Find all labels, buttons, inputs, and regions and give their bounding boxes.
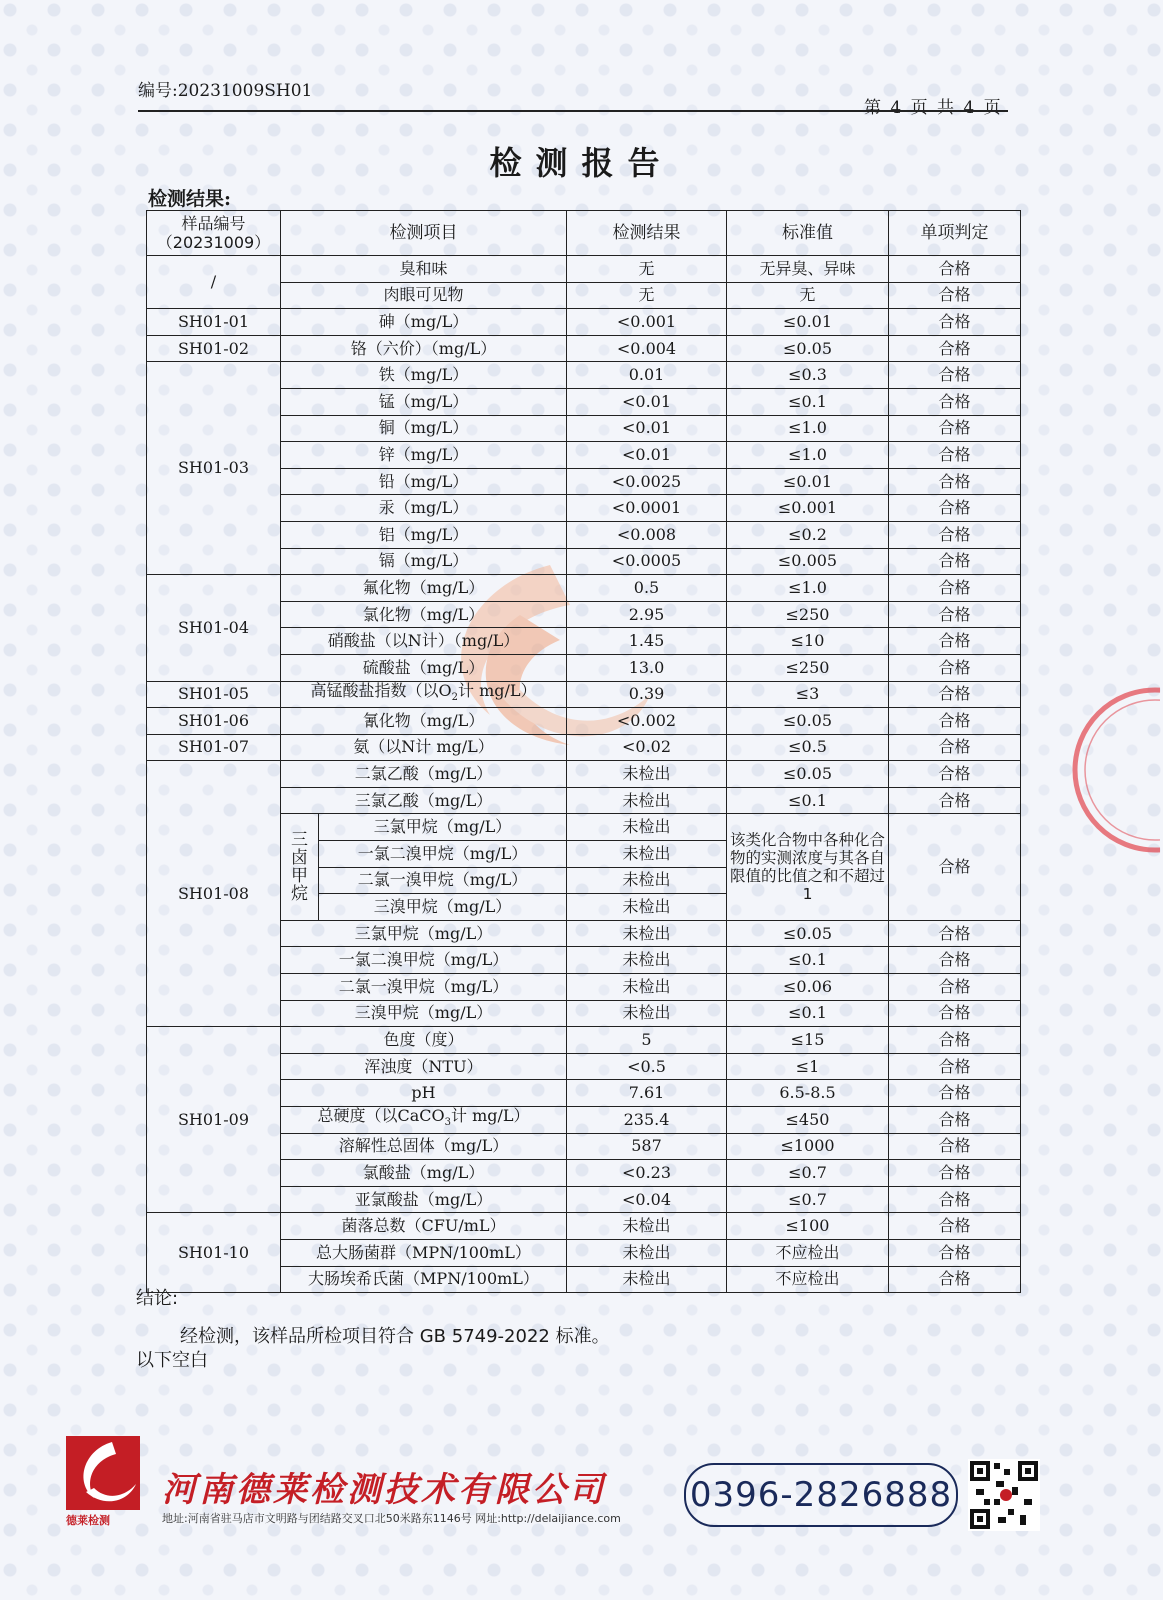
judgment: 合格: [889, 362, 1021, 389]
judgment: 合格: [889, 761, 1021, 788]
test-item: 一氯二溴甲烷（mg/L）: [281, 947, 567, 974]
test-item: 铬（六价）（mg/L）: [281, 335, 567, 362]
test-result: 0.39: [567, 681, 727, 708]
judgment: 合格: [889, 654, 1021, 681]
standard-value: ≤1: [727, 1053, 889, 1080]
header-sample-no: 样品编号 （20231009）: [147, 211, 281, 256]
judgment: 合格: [889, 1266, 1021, 1293]
test-result: 5: [567, 1027, 727, 1054]
results-label: 检测结果:: [148, 188, 232, 210]
standard-value: ≤0.1: [727, 1000, 889, 1027]
sample-id: /: [147, 256, 281, 309]
table-row: [147, 681, 1021, 708]
test-item: 汞（mg/L）: [281, 495, 567, 522]
test-result: <0.01: [567, 388, 727, 415]
test-item: 总大肠菌群（MPN/100mL）: [281, 1239, 567, 1266]
footer-logo-text: 德莱检测: [66, 1514, 110, 1527]
standard-value: 无异臭、异味: [727, 256, 889, 283]
table-row: [147, 761, 1021, 788]
judgment: 合格: [889, 575, 1021, 602]
test-item: 锰（mg/L）: [281, 388, 567, 415]
table-row: [147, 1027, 1021, 1054]
test-item: 铜（mg/L）: [281, 415, 567, 442]
standard-value: ≤0.06: [727, 974, 889, 1001]
standard-value: ≤250: [727, 654, 889, 681]
test-item: 氯酸盐（mg/L）: [281, 1160, 567, 1187]
test-result: <0.23: [567, 1160, 727, 1187]
table-row: [147, 335, 1021, 362]
test-result: 未检出: [567, 920, 727, 947]
judgment: 合格: [889, 388, 1021, 415]
test-result: 无: [567, 282, 727, 309]
test-item: 臭和味: [281, 256, 567, 283]
standard-value: ≤0.1: [727, 388, 889, 415]
test-item: 铅（mg/L）: [281, 468, 567, 495]
test-result: <0.01: [567, 415, 727, 442]
sample-id: SH01-04: [147, 575, 281, 681]
sample-id: SH01-09: [147, 1027, 281, 1213]
table-row: [147, 575, 1021, 602]
judgment: 合格: [889, 468, 1021, 495]
sample-id: SH01-08: [147, 761, 281, 1027]
judgment: 合格: [889, 1160, 1021, 1187]
standard-value: ≤0.05: [727, 920, 889, 947]
judgment: 合格: [889, 1239, 1021, 1266]
test-item: 菌落总数（CFU/mL）: [281, 1213, 567, 1240]
test-result: 587: [567, 1133, 727, 1160]
standard-value: ≤0.001: [727, 495, 889, 522]
test-item: 溶解性总固体（mg/L）: [281, 1133, 567, 1160]
header-judgment: 单项判定: [889, 211, 1021, 256]
test-result: 未检出: [567, 814, 727, 841]
table-row: [147, 1213, 1021, 1240]
test-result: <0.008: [567, 521, 727, 548]
table-row: [147, 734, 1021, 761]
judgment: 合格: [889, 415, 1021, 442]
standard-value: ≤1000: [727, 1133, 889, 1160]
test-result: 0.5: [567, 575, 727, 602]
test-item: 三溴甲烷（mg/L）: [319, 894, 567, 921]
test-item: 硝酸盐（以N计）（mg/L）: [281, 628, 567, 655]
test-result: 未检出: [567, 894, 727, 921]
test-result: 1.45: [567, 628, 727, 655]
test-item: 三氯甲烷（mg/L）: [281, 920, 567, 947]
test-result: 未检出: [567, 1266, 727, 1293]
standard-value: ≤0.005: [727, 548, 889, 575]
standard-value: ≤0.1: [727, 787, 889, 814]
test-item: 镉（mg/L）: [281, 548, 567, 575]
standard-value: 无: [727, 282, 889, 309]
judgment: 合格: [889, 521, 1021, 548]
standard-value: ≤0.3: [727, 362, 889, 389]
judgment: 合格: [889, 335, 1021, 362]
judgment: 合格: [889, 601, 1021, 628]
sample-id: SH01-03: [147, 362, 281, 575]
standard-value: 不应检出: [727, 1266, 889, 1293]
standard-value: ≤1.0: [727, 442, 889, 469]
test-result: <0.0025: [567, 468, 727, 495]
company-name: 河南德莱检测技术有限公司: [162, 1470, 606, 1510]
standard-value: ≤0.01: [727, 309, 889, 336]
header-divider: [138, 110, 1008, 112]
test-item: 高锰酸盐指数（以$O_2$计 mg/L）: [281, 681, 567, 708]
judgment: 合格: [889, 628, 1021, 655]
test-item: 铝（mg/L）: [281, 521, 567, 548]
test-item: 三溴甲烷（mg/L）: [281, 1000, 567, 1027]
trihalomethane-group-label: 三 卤 甲 烷: [281, 814, 319, 920]
standard-value: ≤0.01: [727, 468, 889, 495]
table-row: [147, 362, 1021, 389]
standard-value: ≤0.7: [727, 1186, 889, 1213]
sample-id: SH01-07: [147, 734, 281, 761]
standard-value: 6.5-8.5: [727, 1080, 889, 1107]
sample-id: SH01-10: [147, 1213, 281, 1293]
test-item: 二氯一溴甲烷（mg/L）: [281, 974, 567, 1001]
test-result: 未检出: [567, 947, 727, 974]
judgment: 合格: [889, 1133, 1021, 1160]
judgment: 合格: [889, 442, 1021, 469]
standard-value: ≤1.0: [727, 415, 889, 442]
test-item: 氯化物（mg/L）: [281, 601, 567, 628]
judgment: 合格: [889, 1213, 1021, 1240]
test-result: 未检出: [567, 761, 727, 788]
test-item: 大肠埃希氏菌（MPN/100mL）: [281, 1266, 567, 1293]
test-result: 235.4: [567, 1107, 727, 1134]
test-result: <0.01: [567, 442, 727, 469]
page-indicator: 第 4 页 共 4 页: [864, 98, 1003, 118]
results-table: [146, 210, 1021, 1293]
judgment: 合格: [889, 1186, 1021, 1213]
test-result: 未检出: [567, 787, 727, 814]
test-result: 未检出: [567, 841, 727, 868]
test-result: 未检出: [567, 974, 727, 1001]
report-number: 编号:20231009SH01: [138, 81, 313, 101]
standard-value: ≤0.05: [727, 708, 889, 735]
header-test-item: 检测项目: [281, 211, 567, 256]
table-row: [147, 309, 1021, 336]
test-item: 铁（mg/L）: [281, 362, 567, 389]
header-standard: 标准值: [727, 211, 889, 256]
judgment: 合格: [889, 1053, 1021, 1080]
test-result: 0.01: [567, 362, 727, 389]
standard-value: ≤450: [727, 1107, 889, 1134]
judgment: 合格: [889, 787, 1021, 814]
conclusion-label: 结论:: [136, 1288, 179, 1309]
judgment: 合格: [889, 734, 1021, 761]
test-result: <0.004: [567, 335, 727, 362]
company-address: 地址:河南省驻马店市文明路与团结路交叉口北50米路东1146号 网址:http://delaijiance.com: [162, 1512, 621, 1525]
standard-value: ≤3: [727, 681, 889, 708]
standard-value: ≤10: [727, 628, 889, 655]
test-result: <0.5: [567, 1053, 727, 1080]
test-item: 氨（以N计 mg/L）: [281, 734, 567, 761]
judgment: 合格: [889, 974, 1021, 1001]
test-item: 总硬度（以CaCO$_3$计 mg/L）: [281, 1107, 567, 1134]
standard-value-note: 该类化合物中各种化合物的实测浓度与其各自限值的比值之和不超过1: [727, 814, 889, 920]
sample-id: SH01-01: [147, 309, 281, 336]
phone-badge: [684, 1463, 958, 1527]
judgment: 合格: [889, 1080, 1021, 1107]
test-item: 色度（度）: [281, 1027, 567, 1054]
test-item: 一氯二溴甲烷（mg/L）: [319, 841, 567, 868]
judgment: 合格: [889, 681, 1021, 708]
standard-value: ≤100: [727, 1213, 889, 1240]
test-result: 无: [567, 256, 727, 283]
header-test-result: 检测结果: [567, 211, 727, 256]
test-result: 未检出: [567, 1213, 727, 1240]
standard-value: ≤15: [727, 1027, 889, 1054]
test-item: 二氯乙酸（mg/L）: [281, 761, 567, 788]
standard-value: ≤250: [727, 601, 889, 628]
test-item: 硫酸盐（mg/L）: [281, 654, 567, 681]
test-result: <0.02: [567, 734, 727, 761]
test-item: 氟化物（mg/L）: [281, 575, 567, 602]
sample-id: SH01-02: [147, 335, 281, 362]
test-result: 13.0: [567, 654, 727, 681]
judgment: 合格: [889, 282, 1021, 309]
judgment: 合格: [889, 495, 1021, 522]
test-result: <0.0005: [567, 548, 727, 575]
phone-number: 0396-2826888: [689, 1475, 953, 1515]
test-result: <0.04: [567, 1186, 727, 1213]
judgment: 合格: [889, 920, 1021, 947]
judgment: 合格: [889, 548, 1021, 575]
judgment: 合格: [889, 1027, 1021, 1054]
test-item: 三氯乙酸（mg/L）: [281, 787, 567, 814]
test-item: 三氯甲烷（mg/L）: [319, 814, 567, 841]
test-item: 砷（mg/L）: [281, 309, 567, 336]
test-result: 2.95: [567, 601, 727, 628]
standard-value: ≤0.5: [727, 734, 889, 761]
company-seal-icon: [1060, 680, 1160, 860]
test-item: 肉眼可见物: [281, 282, 567, 309]
judgment: 合格: [889, 309, 1021, 336]
judgment: 合格: [889, 947, 1021, 974]
sample-id: SH01-05: [147, 681, 281, 708]
judgment: 合格: [889, 708, 1021, 735]
test-item: 二氯一溴甲烷（mg/L）: [319, 867, 567, 894]
standard-value: ≤0.2: [727, 521, 889, 548]
test-result: <0.001: [567, 309, 727, 336]
conclusion-text: 经检测，该样品所检项目符合 GB 5749-2022 标准。: [180, 1326, 610, 1347]
test-result: 未检出: [567, 867, 727, 894]
judgment: 合格: [889, 814, 1021, 920]
standard-value: 不应检出: [727, 1239, 889, 1266]
table-row: [147, 708, 1021, 735]
standard-value: ≤0.1: [727, 947, 889, 974]
test-item: 浑浊度（NTU）: [281, 1053, 567, 1080]
test-item: pH: [281, 1080, 567, 1107]
test-result: 未检出: [567, 1239, 727, 1266]
table-header-row: [147, 211, 1021, 256]
test-result: <0.0001: [567, 495, 727, 522]
standard-value: ≤0.05: [727, 761, 889, 788]
blank-below-note: 以下空白: [136, 1350, 208, 1371]
standard-value: ≤1.0: [727, 575, 889, 602]
sample-id: SH01-06: [147, 708, 281, 735]
test-result: 未检出: [567, 1000, 727, 1027]
test-item: 亚氯酸盐（mg/L）: [281, 1186, 567, 1213]
judgment: 合格: [889, 256, 1021, 283]
report-title: 检测报告: [489, 144, 674, 182]
qr-code-icon: [968, 1459, 1040, 1531]
test-item: 锌（mg/L）: [281, 442, 567, 469]
test-result: 7.61: [567, 1080, 727, 1107]
judgment: 合格: [889, 1000, 1021, 1027]
delai-logo-icon: [64, 1432, 142, 1520]
test-result: <0.002: [567, 708, 727, 735]
judgment: 合格: [889, 1107, 1021, 1134]
table-row: [147, 256, 1021, 283]
test-item: 氰化物（mg/L）: [281, 708, 567, 735]
standard-value: ≤0.7: [727, 1160, 889, 1187]
standard-value: ≤0.05: [727, 335, 889, 362]
